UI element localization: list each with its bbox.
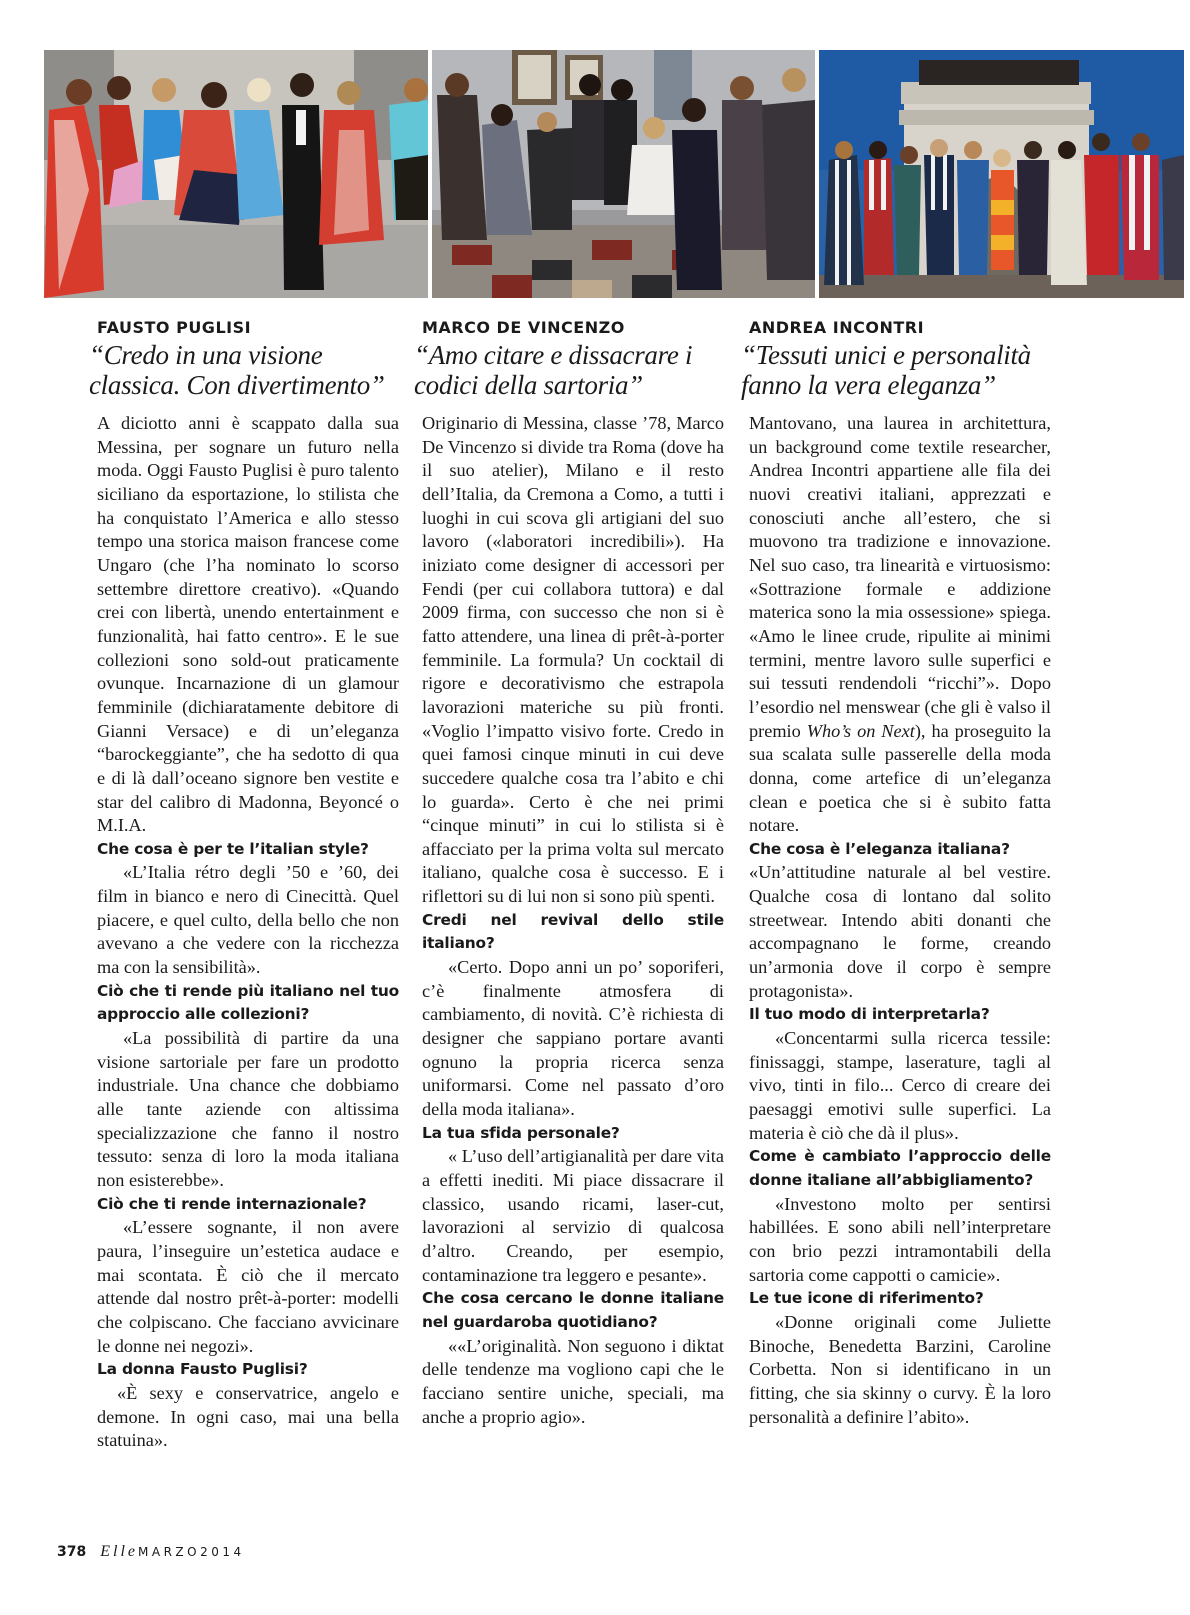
article-column-marco-de-vincenzo — [414, 318, 724, 1429]
article-column-andrea-incontri — [741, 318, 1052, 1429]
page-footer — [57, 1543, 245, 1561]
question-heading: La tua sfida personale? — [422, 1123, 620, 1142]
article-body — [97, 412, 399, 1453]
magazine-logo: Elle — [100, 1543, 138, 1560]
pull-quote: “Amo citare e dissacrare i codici della sartoria” — [414, 340, 693, 400]
answer-paragraph: «La possibilità di partire da una visione sartoriale per fare un prodotto industriale. Una chance che dobbiamo alle tante aziende con altissima specializzazione che fanno il nostro tessuto: senza di loro la moda italiana non esisterebbe». — [97, 1028, 399, 1190]
question-heading: Che cosa è per te l’italian style? — [97, 839, 369, 858]
intro-paragraph — [749, 412, 1051, 838]
question-heading: La donna Fausto Puglisi? — [97, 1360, 308, 1379]
question-heading: Il tuo modo di interpretarla? — [749, 1005, 990, 1024]
photo-fausto-puglisi — [44, 50, 428, 298]
award-name: Who’s on Next — [806, 720, 915, 741]
article-body — [422, 412, 724, 1429]
page-number: 378 — [57, 1544, 87, 1560]
answer-paragraph: «Concentarmi sulla ricerca tessile: finissaggi, stampe, laserature, tagli al vivo, tinti in filo... Cerco di creare dei paesaggi emotivi sulle superfici. La materia è ciò che dà il plus». — [749, 1028, 1051, 1143]
answer-paragraph: «L’essere sognante, il non avere paura, l’inseguire un’estetica audace e mai scontata. È ciò che il mercato attende dal nostro prêt-à-porter: modelli che colpiscano. Che facciano avvicinare le donne nei negozi». — [97, 1217, 399, 1356]
question-heading: Ciò che ti rende più italiano nel tuo approccio alle collezioni? — [97, 981, 399, 1024]
designer-name: MARCO DE VINCENZO — [422, 318, 625, 337]
question-heading: Che cosa cercano le donne italiane nel guardaroba quotidiano? — [422, 1289, 724, 1331]
pull-quote: “Credo in una visione classica. Con divertimento” — [89, 340, 385, 400]
intro-paragraph: Originario di Messina, classe ’78, Marco De Vincenzo si divide tra Roma (dove ha il suo atelier), Milano e il resto dell’Italia, da Cremona a Como, a tutti i luoghi in cui scova gli artigiani del suo lavoro («laboratori incredibili»). Ha iniziato come designer di accessori per Fendi (per cui collabora tuttora) e dal 2009 firma, con successo che non si è fatto attendere, una linea di prêt-à-porter femminile. La formula? Un cocktail di rigore e decorativismo che estrapola lavorazioni materiche su più fronti. «Voglio l’impatto visivo forte. Credo in quei famosi cinque minuti in cui deve succedere qualche cosa tra l’abito e chi lo guarda». Certo è che nei primi “cinque minuti” in cui lo stilista si è affacciato per la prima volta sul mercato italiano, qualche cosa è successo. E i riflettori su di lui non si sono più spenti. — [422, 413, 724, 907]
answer-paragraph: «È sexy e conservatrice, angelo e demone. In ogni caso, mai una bella statuina». — [97, 1382, 399, 1451]
pull-quote: “Tessuti unici e personalità fanno la vera eleganza” — [741, 340, 1031, 400]
photo-image — [819, 50, 1184, 298]
answer-paragraph: « L’uso dell’artigianalità per dare vita a effetti inediti. Mi piace dissacrare il classico, usando ricami, laser-cut, lavorazioni al servizio di qualcosa d’altro. Creando, per esempio, contaminazione tra leggero e pesante». — [422, 1146, 724, 1285]
intro-text: Mantovano, una laurea in architettura, un background come textile researcher, Andrea Incontri appartiene alle fila dei nuovi creativi italiani, apprezzati e conosciuti anche all’estero, che si muovono tra tradizione e innovazione. Nel suo caso, tra linearità e virtuosismo: «Sottrazione formale e addizione materica sono la mia ossessione» spiega. «Amo le linee crude, ripulite ai minimi termini, mentre lavoro sulle superfici e sui tessuti rendendoli “ricchi”». Dopo l’esordio nel menswear (che gli è valso il premio — [749, 413, 1051, 741]
article-column-fausto-puglisi — [89, 318, 399, 1453]
question-heading: Ciò che ti rende internazionale? — [97, 1194, 367, 1213]
answer-paragraph: «Un’attitudine naturale al bel vestire. Qualche cosa di lontano dal solito streetwear. Intendo abiti donanti che accompagnano le forme, creando un’armonia dove il corpo è sempre protagonista». — [749, 862, 1051, 1001]
intro-paragraph: A diciotto anni è scappato dalla sua Messina, per sognare un futuro nella moda. Oggi Fausto Puglisi è puro talento siciliano da esportazione, lo stilista che ha conquistato l’America e allo stesso tempo una storica maison francese come Ungaro (che l’ha nominato lo scorso settembre direttore creativo). «Quando crei con libertà, unendo entertainment e funzionalità, hai fatto centro». E le sue collezioni sono sold-out praticamente ovunque. Incarnazione di un glamour femminile (dichiaratamente debitore di Gianni Versace) e di un’eleganza “barockeggiante”, che ha sedotto di qua e di là dall’oceano signore ben vestite e star del calibro di Madonna, Beyoncé o M.I.A. — [97, 413, 399, 836]
photo-marco-de-vincenzo — [432, 50, 815, 298]
article-body — [749, 412, 1051, 1429]
answer-paragraph: «L’Italia rétro degli ’50 e ’60, dei film in bianco e nero di Cinecittà. Quel piacere, e quel culto, della bello che non avevano a che vedere con la ricchezza ma con la sensibilità». — [97, 862, 399, 978]
answer-paragraph: ««L’originalità. Non seguono i diktat delle tendenze ma vogliono capi che le facciano sentire uniche, speciali, ma anche a proprio agio». — [422, 1335, 724, 1427]
answer-paragraph: «Donne originali come Juliette Binoche, Benedetta Barzini, Caroline Corbetta. Non si identificano in un fitting, che sia skinny o curvy. È la loro personalità a definire l’abito». — [749, 1311, 1051, 1427]
designer-name: FAUSTO PUGLISI — [97, 318, 252, 337]
question-heading: Le tue icone di riferimento? — [749, 1289, 984, 1308]
photo-andrea-incontri — [819, 50, 1184, 298]
question-heading: Come è cambiato l’approccio delle donne italiane all’abbigliamento? — [749, 1147, 1051, 1189]
intro-text: ), ha proseguito la sua scalata sulle passerelle della moda donna, come artefice di un’eleganza clean e poetica che si è subito fatta notare. — [749, 720, 1052, 836]
question-heading: Credi nel revival dello stile italiano? — [422, 910, 724, 953]
question-heading: Che cosa è l’eleganza italiana? — [749, 839, 1010, 858]
photo-image — [44, 50, 428, 298]
designer-name: ANDREA INCONTRI — [749, 318, 925, 337]
answer-paragraph: «Investono molto per sentirsi habillées. E sono abili nell’interpretare con brio pezzi intramontabili della sartoria come cappotti o camicie». — [749, 1193, 1051, 1285]
issue-date: MARZO2014 — [138, 1545, 245, 1559]
answer-paragraph: «Certo. Dopo anni un po’ soporiferi, c’è finalmente atmosfera di cambiamento, di novità. C’è richiesta di designer che sappiano portare avanti ognuno la propria ricerca senza uniformarsi. Come nel passato d’oro della moda italiana». — [422, 957, 724, 1120]
photo-image — [432, 50, 815, 298]
